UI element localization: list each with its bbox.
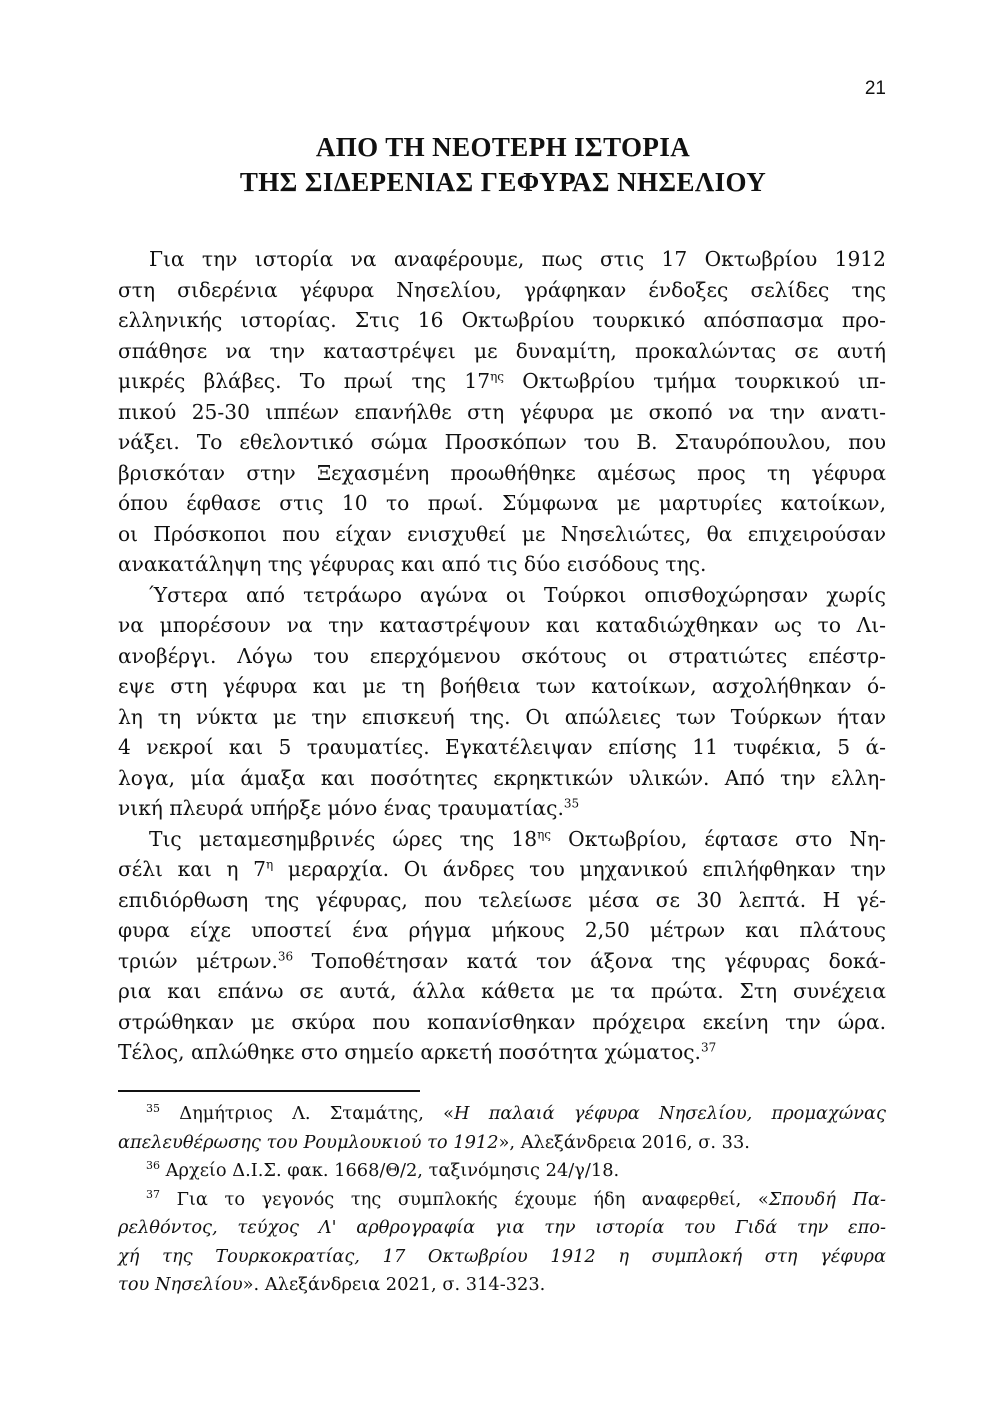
text-fragment: τριών μέτρων.	[118, 948, 278, 973]
footnote-37	[118, 1186, 886, 1215]
text-line: ρια και επάνω σε αυτά, άλλα κάθετα με τα πρώτα. Στη συνέχεια	[118, 979, 886, 1003]
footnote-line	[118, 1243, 886, 1272]
footnote-line	[118, 1214, 886, 1243]
body-text	[118, 244, 886, 1068]
italic-title: χή της Τουρκοκρατίας, 17 Οκτωβρίου 1912 η συμπλοκή στη γέφυρα	[118, 1245, 886, 1267]
text-fragment: Για το γεγονός της συμπλοκής έχουμε ήδη αναφερθεί, «	[160, 1188, 769, 1210]
footnote-number: 35	[146, 1102, 160, 1116]
text-line: λογα, μία άμαξα και ποσότητες εκρηκτικών υλικών. Από την ελλη-	[118, 765, 886, 790]
footnote-36	[118, 1157, 886, 1186]
text-line	[118, 366, 886, 397]
page-title	[120, 130, 886, 200]
text-line: στη σιδερένια γέφυρα Νησελίου, γράφηκαν ένδοξες σελίδες της	[118, 277, 886, 302]
paragraph-3	[118, 824, 886, 1068]
title-line-2: ΤΗΣ ΣΙΔΕΡΕΝΙΑΣ ΓΕΦΥΡΑΣ ΝΗΣΕΛΙΟΥ	[239, 167, 767, 197]
text-fragment: Τέλος, απλώθηκε στο σημείο αρκετή ποσότητα χώματος.	[118, 1040, 701, 1064]
title-line-1: ΑΠΟ ΤΗ ΝΕΟΤΕΡΗ ΙΣΤΟΡΙΑ	[315, 132, 691, 162]
text-line	[118, 824, 886, 855]
text-line: εψε στη γέφυρα και με τη βοήθεια των κατοίκων, ασχολήθηκαν ό-	[118, 674, 886, 698]
text-line: 4 νεκροί και 5 τραυματίες. Εγκατέλειψαν επίσης 11 τυφέκια, 5 ά-	[118, 735, 886, 759]
text-line: ανοβέργι. Λόγω του επερχόμενου σκότους οι στρατιώτες επέστρ-	[118, 643, 886, 668]
italic-title: Σπουδή Πα-	[768, 1188, 886, 1210]
text-line: σπάθησε να την καταστρέψει με δυναμίτη, προκαλώντας σε αυτή	[118, 338, 886, 363]
footnote-number: 37	[146, 1187, 160, 1201]
text-line: στρώθηκαν με σκύρα που κοπανίσθηκαν πρόχειρα εκείνη την ώρα.	[118, 1009, 886, 1034]
text-line: λη τη νύκτα με την επισκευή της. Οι απώλειες των Τούρκων ήταν	[118, 704, 886, 729]
ordinal-suffix: ης	[490, 369, 504, 384]
paragraph-2	[118, 580, 886, 824]
text-line	[118, 793, 886, 824]
text-fragment: Δημήτριος Λ. Σταμάτης, «	[160, 1103, 454, 1124]
text-line	[118, 1037, 886, 1068]
text-line: πικού 25-30 ιππέων επανήλθε στη γέφυρα με σκοπό να την ανατι-	[118, 399, 886, 424]
footnote-separator	[118, 1090, 420, 1092]
text-fragment: μεραρχία. Οι άνδρες του μηχανικού επιλήφθηκαν την	[273, 857, 886, 881]
text-fragment: Οκτωβρίου τμήμα τουρκικού ιπ-	[503, 369, 886, 393]
text-line: οι Πρόσκοποι που είχαν ενισχυθεί με Νησελιώτες, θα επιχειρούσαν	[118, 521, 886, 546]
text-fragment: σέλι και η 7	[118, 857, 267, 881]
text-fragment: Τις μεταμεσημβρινές ώρες της 18	[149, 826, 538, 851]
footnote-number: 36	[146, 1159, 160, 1173]
ordinal-suffix: η	[266, 857, 274, 872]
text-line	[118, 854, 886, 885]
footnote-line	[118, 1129, 886, 1158]
paragraph-1	[118, 244, 886, 580]
italic-title: του Νησελίου	[118, 1274, 243, 1295]
page-number: 21	[864, 78, 886, 99]
text-fragment: Οκτωβρίου, έφτασε στο Νη-	[551, 826, 886, 851]
footnote-35	[118, 1100, 886, 1129]
text-line: ελληνικής ιστορίας. Στις 16 Οκτωβρίου τουρκικό απόσπασμα προ-	[118, 308, 886, 332]
text-fragment: », Αλεξάνδρεια 2016, σ. 33.	[498, 1131, 750, 1153]
text-line: Για την ιστορία να αναφέρουμε, πως στις 17 Οκτωβρίου 1912	[149, 247, 886, 271]
footnote-ref: 36	[277, 948, 294, 963]
text-line: Ύστερα από τετράωρο αγώνα οι Τούρκοι οπισθοχώρησαν χωρίς	[149, 582, 886, 607]
text-line: να μπορέσουν να την καταστρέψουν και καταδιώχθηκαν ως το Λι-	[118, 613, 886, 637]
text-line: νάξει. Το εθελοντικό σώμα Προσκόπων του Β. Σταυρόπουλου, που	[118, 430, 886, 454]
text-line: φυρα είχε υποστεί ένα ρήγμα μήκους 2,50 μέτρων και πλάτους	[118, 918, 886, 942]
footnote-ref: 37	[700, 1040, 717, 1055]
italic-title: Η παλαιά γέφυρα Νησελίου, προμαχώνας	[453, 1103, 886, 1124]
text-fragment: ». Αλεξάνδρεια 2021, σ. 314-323.	[242, 1274, 546, 1295]
text-line: βρισκόταν στην Ξεχασμένη προωθήθηκε αμέσως προς τη γέφυρα	[118, 460, 886, 485]
text-line: ανακατάληψη της γέφυρας και από τις δύο εισόδους της.	[118, 552, 707, 576]
footnote-ref: 35	[563, 796, 580, 811]
text-line: επιδιόρθωση της γέφυρας, που τελείωσε μέσα σε 30 λεπτά. Η γέ-	[118, 887, 886, 912]
text-line	[118, 946, 886, 977]
text-fragment: νική πλευρά υπήρξε μόνο ένας τραυματίας.	[118, 796, 564, 820]
ordinal-suffix: ης	[537, 826, 551, 841]
footnote-line	[118, 1271, 886, 1300]
text-fragment: Αρχείο Δ.Ι.Σ. φακ. 1668/Θ/2, ταξινόμησις 24/γ/18.	[160, 1160, 620, 1181]
italic-title: ρελθόντος, τεύχος Λ' αρθρογραφία για την ιστορία του Γιδά την επο-	[118, 1217, 886, 1238]
footnotes	[118, 1100, 886, 1300]
text-fragment: Τοποθέτησαν κατά τον άξονα της γέφυρας δοκά-	[293, 948, 886, 973]
text-fragment: μικρές βλάβες. Το πρωί της 17	[118, 369, 491, 393]
text-line: όπου έφθασε στις 10 το πρωί. Σύμφωνα με μαρτυρίες κατοίκων,	[118, 491, 886, 515]
italic-title: απελευθέρωσης του Ρουμλουκιού το 1912	[118, 1131, 499, 1153]
